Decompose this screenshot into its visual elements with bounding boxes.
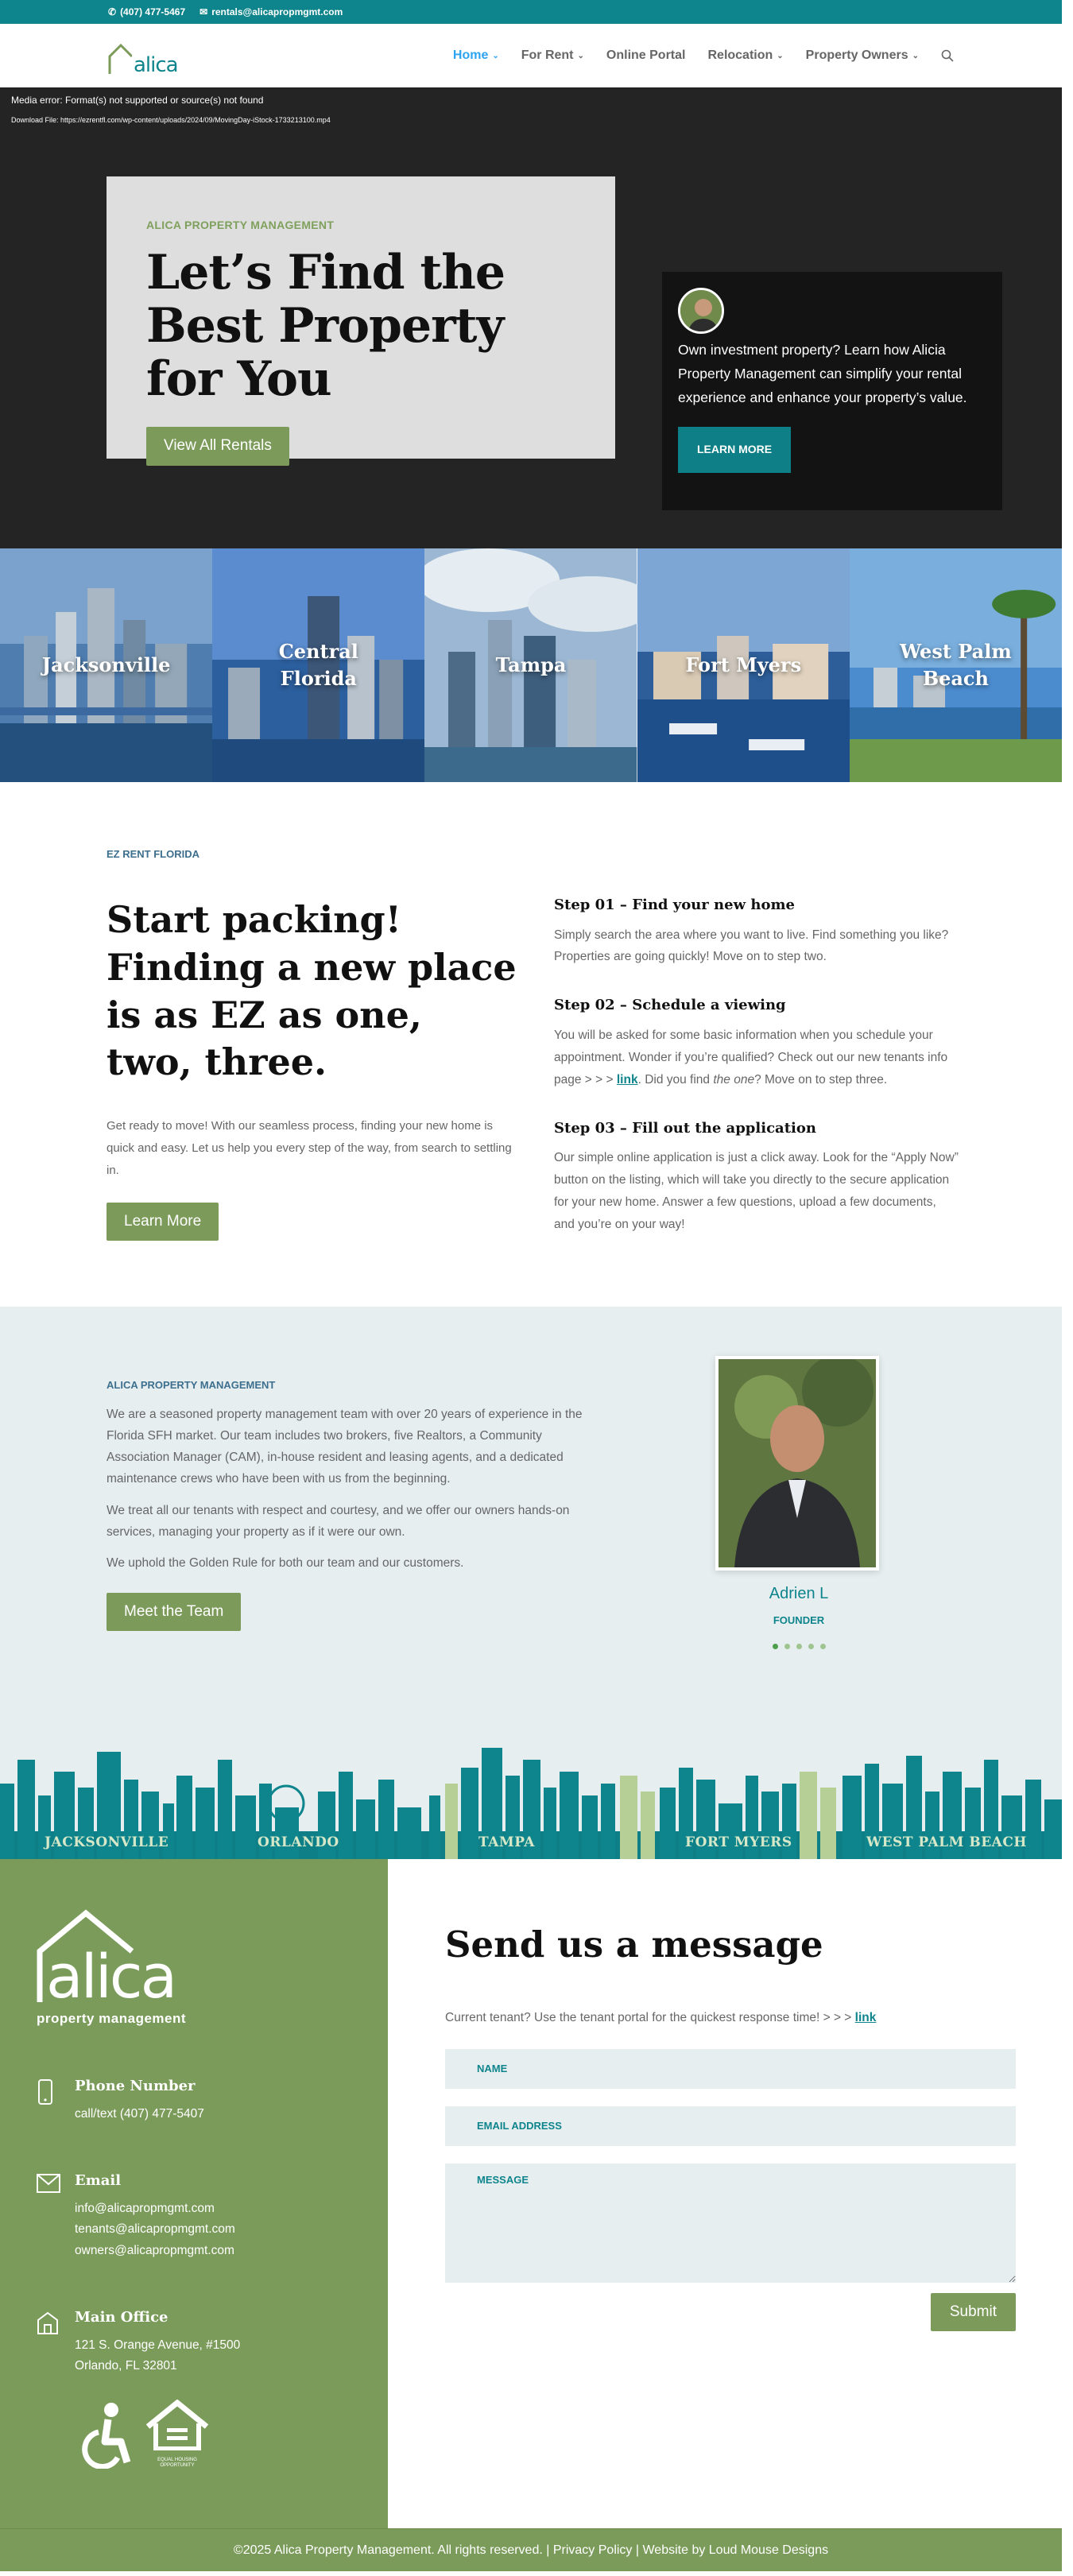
accessibility-badges: [76, 2400, 210, 2469]
city-label: West Palm Beach: [900, 640, 1012, 690]
hero-title: Let’s Find the Best Property for You: [146, 244, 505, 408]
tenant-note-text: Current tenant? Use the tenant portal for the quickest response time! > > >: [445, 2010, 855, 2024]
top-bar: [0, 0, 1062, 24]
contact-form: [388, 1859, 1062, 2528]
footer-separator: |: [635, 2543, 640, 2557]
view-all-rentals-button[interactable]: View All Rentals: [146, 427, 289, 465]
topbar-phone[interactable]: [108, 4, 185, 20]
step-2-emphasis: the one: [713, 1072, 755, 1087]
designer-credit-link[interactable]: Website by Loud Mouse Designs: [642, 2543, 829, 2557]
site-header: [0, 24, 1062, 87]
city-label: Tampa: [495, 653, 567, 677]
topbar-phone-text: (407) 477-5467: [120, 6, 186, 17]
main-nav: [453, 45, 954, 66]
team-member-role: FOUNDER: [773, 1614, 825, 1626]
contact-sidebar: [0, 1859, 388, 2528]
footer-separator: |: [546, 2543, 550, 2557]
ez-rent-section: [0, 782, 1062, 1307]
contact-phone: [37, 2074, 351, 2125]
search-icon[interactable]: [941, 49, 954, 62]
office-title: Main Office: [75, 2308, 169, 2326]
hero-eyebrow: ALICA PROPERTY MANAGEMENT: [146, 219, 335, 231]
hero-section: [0, 87, 1062, 548]
slider-dot[interactable]: [773, 1644, 778, 1649]
email-field[interactable]: [445, 2106, 1016, 2146]
skyline-label: TAMPA: [478, 1834, 535, 1851]
chevron-down-icon: ⌄: [912, 51, 919, 60]
chevron-down-icon: ⌄: [577, 51, 584, 60]
office-address: [75, 2335, 240, 2377]
nav-relocation[interactable]: [707, 45, 783, 66]
owner-card: [662, 272, 1002, 510]
site-footer: [0, 2528, 1062, 2571]
logo-word: alica: [134, 53, 178, 77]
tenant-portal-link[interactable]: link: [854, 2010, 877, 2024]
tenant-note: [445, 2008, 1016, 2028]
copyright-text: ©2025 Alica Property Management. All rights reserved.: [233, 2543, 543, 2557]
step-3-title: Step 03 – Fill out the application: [554, 1119, 816, 1137]
slider-dot[interactable]: [808, 1644, 814, 1649]
owner-text: Own investment property? Learn how Alicia Property Management can simplify your rental experience and enhance your property’s value.: [678, 342, 967, 405]
city-tiles: [0, 548, 1062, 782]
avatar: [678, 288, 724, 334]
step-2-text-b: . Did you find: [637, 1072, 714, 1087]
about-text: [107, 1377, 591, 1631]
nav-online-portal[interactable]: [606, 45, 686, 66]
nav-home[interactable]: [453, 45, 499, 66]
slider-dot[interactable]: [784, 1644, 790, 1649]
nav-home-label: Home: [452, 48, 489, 63]
skyline-label: ORLANDO: [258, 1834, 339, 1851]
site-logo[interactable]: [108, 36, 178, 76]
email-list: [75, 2198, 235, 2261]
ez-title: Start packing! Finding a new place is as EZ as one, two, three.: [107, 898, 517, 1084]
meet-the-team-button[interactable]: Meet the Team: [107, 1593, 241, 1631]
phone-title: Phone Number: [75, 2078, 196, 2095]
city-tile-west-palm-beach[interactable]: [850, 548, 1062, 782]
nav-property-owners[interactable]: [806, 45, 919, 66]
city-tile-central-florida[interactable]: [212, 548, 424, 782]
submit-button[interactable]: Submit: [931, 2293, 1016, 2331]
logo-word: alica: [46, 1941, 176, 2004]
about-paragraph-2: We treat all our tenants with respect and courtesy, and we offer our owners hands-on services, managing your property as if it were our own.: [107, 1503, 570, 1539]
email-title: Email: [75, 2172, 122, 2190]
city-tile-jacksonville[interactable]: [0, 548, 212, 782]
nav-relocation-label: Relocation: [707, 48, 773, 63]
city-label: Fort Myers: [685, 653, 802, 677]
logo-house-icon: [37, 1908, 221, 2004]
accessibility-icon: [76, 2402, 134, 2469]
step-2-text-c: ? Move on to step three.: [754, 1072, 888, 1087]
ez-lead: Get ready to move! With our seamless process, finding your new home is quick and easy. Let us help you every step of the way, from search to settling in.: [107, 1119, 512, 1177]
about-paragraph-3: We uphold the Golden Rule for both our team and our customers.: [107, 1555, 464, 1570]
skyline-label: WEST PALM BEACH: [866, 1834, 1027, 1851]
nav-online-portal-label: Online Portal: [606, 48, 686, 63]
download-file-link[interactable]: Download File: https://ezrentfl.com/wp-content/uploads/2024/09/MovingDay-iStock-1733213100.mp4: [11, 116, 331, 124]
step-1-text: Simply search the area where you want to live. Find something you like? Properties are going quickly! Move on to step two.: [554, 928, 949, 964]
city-label: Jacksonville: [41, 653, 171, 677]
phone-value[interactable]: call/text (407) 477-5407: [75, 2106, 204, 2121]
slider-dots: [715, 1644, 882, 1649]
equal-housing-icon: [145, 2400, 210, 2450]
team-member-photo: [715, 1356, 879, 1571]
learn-more-button[interactable]: Learn More: [107, 1203, 219, 1241]
chevron-down-icon: ⌄: [492, 51, 499, 60]
privacy-policy-link[interactable]: Privacy Policy: [552, 2543, 633, 2557]
city-label: Central Florida: [278, 640, 358, 690]
city-tile-fort-myers[interactable]: [637, 548, 850, 782]
topbar-email[interactable]: [199, 4, 343, 20]
building-icon: [37, 2311, 60, 2377]
email-info[interactable]: info@alicapropmgmt.com: [75, 2201, 215, 2215]
slider-dot[interactable]: [820, 1644, 826, 1649]
city-tile-tampa[interactable]: [424, 548, 637, 782]
email-owners[interactable]: owners@alicapropmgmt.com: [75, 2243, 234, 2257]
name-field[interactable]: [445, 2049, 1016, 2089]
step-2-text-a: You will be asked for some basic information when you schedule your appointment. Wonder if you’re qualified? Check out our new tenants info page > > >: [554, 1028, 948, 1087]
envelope-icon: [37, 2174, 60, 2261]
nav-for-rent-label: For Rent: [521, 48, 574, 63]
contact-email: [37, 2169, 351, 2261]
office-line-2: Orlando, FL 32801: [75, 2358, 177, 2373]
equal-housing-badge: [145, 2400, 210, 2469]
logo-house-icon: [108, 42, 132, 76]
nav-property-owners-label: Property Owners: [805, 48, 908, 63]
about-paragraph-1: We are a seasoned property management team with over 20 years of experience in the Florida SFH market. Our team includes two brokers, five Realtors, a Community Association Manager (CAM), in-house resident and leasing agents, and a dedicated maintenance crews who have been with us from the beginning.: [107, 1408, 583, 1486]
step-2-title: Step 02 – Schedule a viewing: [554, 997, 786, 1014]
skyline-label: FORT MYERS: [685, 1834, 792, 1851]
equal-housing-text: EQUAL HOUSING OPPORTUNITY: [157, 2457, 197, 2468]
team-member-name: Adrien L: [769, 1585, 829, 1602]
contact-office: [37, 2306, 351, 2377]
mobile-phone-icon: [37, 2079, 60, 2125]
hero-box: [107, 176, 615, 459]
office-line-1: 121 S. Orange Avenue, #1500: [75, 2338, 241, 2352]
nav-for-rent[interactable]: [521, 45, 584, 66]
topbar-email-text: rentals@alicapropmgmt.com: [211, 6, 343, 17]
form-title: Send us a message: [445, 1923, 823, 1966]
about-section: [0, 1307, 1062, 1859]
step-3-text: Our simple online application is just a click away. Look for the “Apply Now” button on the listing, which will take you directly to the secure application for your new home. Answer a few questions, upload a few documents, and you’re on your way!: [554, 1151, 959, 1231]
mail-icon: ✉: [199, 6, 208, 17]
ez-eyebrow: EZ RENT FLORIDA: [107, 848, 199, 860]
team-slider: [715, 1356, 882, 1649]
media-error-text: Media error: Format(s) not supported or source(s) not found: [11, 95, 264, 106]
message-field[interactable]: [445, 2163, 1016, 2283]
step-1-title: Step 01 – Find your new home: [554, 897, 795, 913]
alica-logo: [37, 1908, 221, 2030]
step-2-text: [554, 1025, 959, 1091]
skyline-label: JACKSONVILLE: [45, 1834, 169, 1851]
logo-subtitle: property management: [37, 2010, 187, 2026]
email-tenants[interactable]: tenants@alicapropmgmt.com: [75, 2222, 235, 2237]
chevron-down-icon: ⌄: [777, 51, 784, 60]
tenants-info-link[interactable]: link: [616, 1072, 638, 1087]
phone-icon: ✆: [108, 6, 117, 17]
about-eyebrow: ALICA PROPERTY MANAGEMENT: [107, 1379, 276, 1391]
learn-more-button[interactable]: LEARN MORE: [678, 427, 791, 473]
steps-list: [554, 893, 959, 1236]
contact-section: [0, 1859, 1062, 2528]
slider-dot[interactable]: [796, 1644, 802, 1649]
